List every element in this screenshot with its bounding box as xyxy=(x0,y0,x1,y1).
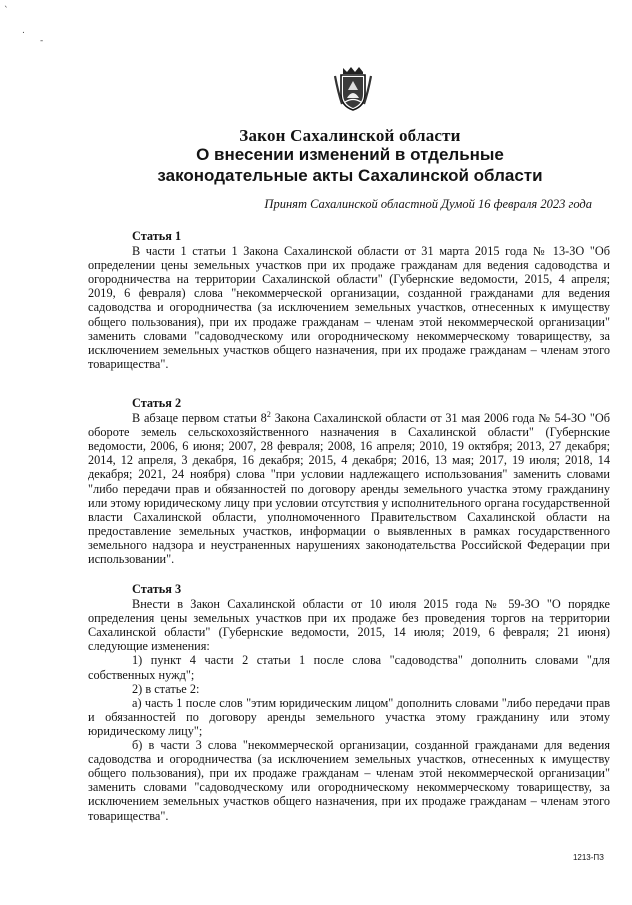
article-1 xyxy=(88,229,610,371)
article-paragraph: Внести в Закон Сахалинской области от 10 июля 2015 года № 59-ЗО "О порядке определения цены земельных участков при их продаже без проведения торгов на территории Сахалинской области" (Губернские ведомости, 2015, 14 июля; 2019, 6 февраля; 21 июня) следующие изменения: xyxy=(88,597,610,654)
adoption-note: Принят Сахалинской областной Думой 16 февраля 2023 года xyxy=(264,197,592,211)
scan-speck: . xyxy=(22,26,25,36)
article-heading: Статья 2 xyxy=(132,396,182,410)
law-title: Закон Сахалинской области xyxy=(239,126,461,145)
article-2 xyxy=(88,396,610,566)
article-item: 2) в статье 2: xyxy=(132,681,200,696)
article-subitem: а) часть 1 после слов "этим юридическим лицом" дополнить словами "либо передачи прав и обязанностей по договору аренды земельного участка этому гражданину или этому юридическому лицу"; xyxy=(88,695,610,738)
scan-speck: ` xyxy=(4,6,9,16)
article-text: Закона Сахалинской области от 31 мая 2006 года № 54-ЗО "Об обороте земель сельскохозяйственного назначения в Сахалинской области" (Губернские ведомости, 2006, 6 июня; 2007, 28 февраля; 2008, 16 апреля; 2010, 19 октября; 2013, 27 декабря; 2014, 12 апреля, 3 декабря, 16 декабря; 2015, 4 декабря; 2016, 13 мая; 2017, 19 июля; 2018, 14 декабря; 2021, 24 ноября) слова "при условии надлежащего использования" заменить словами "либо передачи прав и обязанностей по договору аренды земельного участка этому гражданину или этому юридическому лицу при условии отсутствия у исполнительного органа государственной власти Сахалинской области, уполномоченного Правительством Сахалинской области на предоставление земельных участков, информации о выявленных в рамках государственного земельного надзора и неустраненных нарушениях законодательства Российской Федерации при использовании". xyxy=(88,411,610,567)
sakhalin-coat-of-arms-icon xyxy=(333,64,373,112)
article-text: В абзаце первом статьи 8 xyxy=(132,411,267,426)
article-heading: Статья 3 xyxy=(132,582,182,596)
superscript: 2 xyxy=(266,410,271,419)
law-subtitle-line2: законодательные акты Сахалинской области xyxy=(157,166,543,185)
article-subitem: б) в части 3 слова "некоммерческой организации, созданной гражданами для ведения садоводства и огородничества (за исключением земельных участков, отнесенных к имуществу общего пользования), при их продаже гражданам – членам этой некоммерческой организации" заменить словами "садоводческому или огородническому некоммерческому товариществу, за исключением земельных участков общего назначения, при их продаже гражданам – членам этого товарищества". xyxy=(88,738,610,823)
document-code: 1213-ПЗ xyxy=(572,853,604,862)
article-3 xyxy=(88,582,610,823)
scan-speck: - xyxy=(40,36,44,46)
article-item: 1) пункт 4 части 2 статьи 1 после слова "садоводства" дополнить словами "для собственных нужд"; xyxy=(88,653,610,682)
law-subtitle-line1: О внесении изменений в отдельные xyxy=(196,145,504,164)
article-paragraph xyxy=(88,411,610,566)
article-heading: Статья 1 xyxy=(132,229,182,243)
article-paragraph: В части 1 статьи 1 Закона Сахалинской области от 31 марта 2015 года № 13-ЗО "Об определении цены земельных участков при их продаже гражданам для ведения садоводства и огородничества на территории Сахалинской области" (Губернские ведомости, 2015, 4 апреля; 2019, 6 февраля) слова "некоммерческой организации, созданной гражданами для ведения садоводства и огородничества (за исключением земельных участков, отнесенных к имуществу общего пользования), при их продаже гражданам – членам этой некоммерческой организации" заменить словами "садоводческому или огородническому некоммерческому товариществу, за исключением земельных участков общего назначения, при их продаже гражданам – членам этого товарищества". xyxy=(88,244,610,371)
